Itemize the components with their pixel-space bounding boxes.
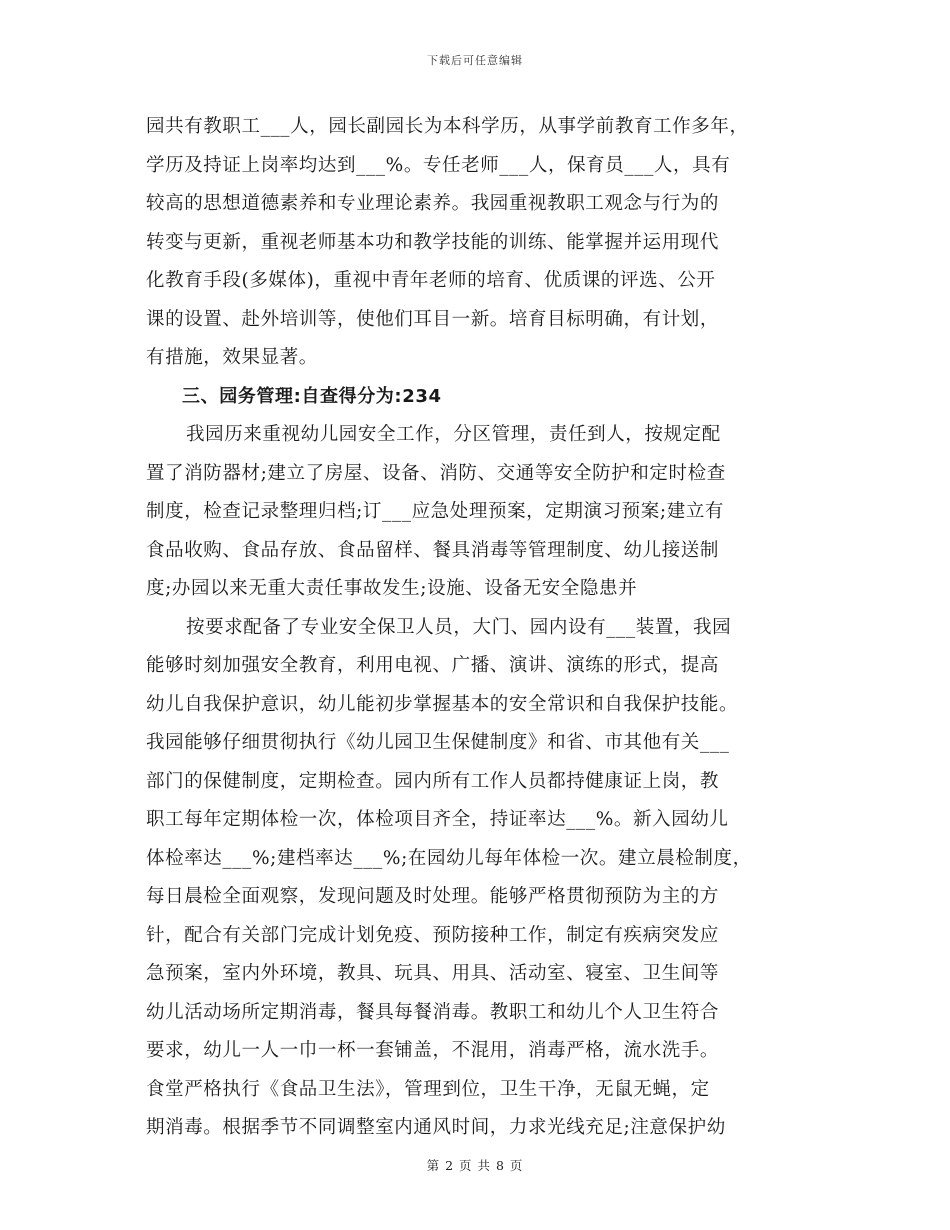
body-text-line: 按要求配备了专业安全保卫人员，大门、园内设有___装置，我园 (186, 616, 732, 638)
body-text-line: 转变与更新，重视老师基本功和教学技能的训练、能掌握并运用现代 (146, 231, 720, 253)
body-text-line: 我园能够仔细贯彻执行《幼儿园卫生保健制度》和省、市其他有关___ (146, 732, 730, 753)
body-text-line: 能够时刻加强安全教育，利用电视、广播、演讲、演练的形式，提高 (146, 655, 720, 676)
body-text-line: 幼儿自我保护意识，幼儿能初步掌握基本的安全常识和自我保护技能。 (146, 693, 739, 715)
body-text-line: 体检率达___%;建档率达___%;在园幼儿每年体检一次。建立晨检制度， (146, 847, 752, 869)
body-text-line: 每日晨检全面观察，发现问题及时处理。能够严格贯彻预防为主的方 (146, 886, 720, 907)
body-text-line: 幼儿活动场所定期消毒，餐具每餐消毒。教职工和幼儿个人卫生符合 (146, 1001, 720, 1023)
body-text-line: 部门的保健制度，定期检查。园内所有工作人员都持健康证上岗，教 (146, 770, 720, 792)
page-number-footer: 第 2 页 共 8 页 (426, 1158, 524, 1173)
body-text-line: 食堂严格执行《食品卫生法》，管理到位，卫生干净，无鼠无蝇，定 (146, 1078, 710, 1100)
document-body (146, 108, 810, 1148)
body-text-line: 职工每年定期体检一次，体检项目齐全，持证率达___%。新入园幼儿 (146, 809, 729, 830)
body-text-line: 园共有教职工___人，园长副园长为本科学历，从事学前教育工作多年， (146, 116, 749, 137)
body-text-line: 我园历来重视幼儿园安全工作，分区管理，责任到人，按规定配 (186, 424, 721, 445)
body-text-line: 化教育手段(多媒体)，重视中青年老师的培育、优质课的评选、公开 (146, 270, 716, 291)
body-text-line: 课的设置、赴外培训等，使他们耳目一新。培育目标明确，有计划， (146, 308, 720, 330)
body-text-line: 急预案，室内外环境，教具、玩具、用具、活动室、寝室、卫生间等 (146, 963, 720, 984)
body-text-line: 针，配合有关部门完成计划免疫、预防接种工作，制定有疾病突发应 (146, 924, 720, 946)
body-text-line: 较高的思想道德素养和专业理论素养。我园重视教职工观念与行为的 (146, 193, 720, 214)
body-text-line: 有措施，效果显著。 (146, 347, 318, 368)
body-text-line: 要求，幼儿一人一巾一杯一套铺盖，不混用，消毒严格，流水洗手。 (146, 1040, 720, 1061)
body-text-line: 置了消防器材;建立了房屋、设备、消防、交通等安全防护和定时检查 (146, 462, 726, 484)
body-text-line: 度;办园以来无重大责任事故发生;设施、设备无安全隐患并 (146, 578, 638, 599)
body-text-line: 食品收购、食品存放、食品留样、餐具消毒等管理制度、幼儿接送制 (146, 539, 720, 561)
body-text-line: 学历及持证上岗率均达到___%。专任老师___人，保育员___人，具有 (146, 154, 731, 176)
section-heading: 三、园务管理:自查得分为:234 (182, 385, 442, 407)
page-header-note: 下载后可任意编辑 (427, 54, 523, 67)
body-text-line: 期消毒。根据季节不同调整室内通风时间，力求光线充足;注意保护幼 (146, 1117, 726, 1138)
body-text-line: 制度，检查记录整理归档;订___应急处理预案，定期演习预案;建立有 (146, 501, 725, 522)
